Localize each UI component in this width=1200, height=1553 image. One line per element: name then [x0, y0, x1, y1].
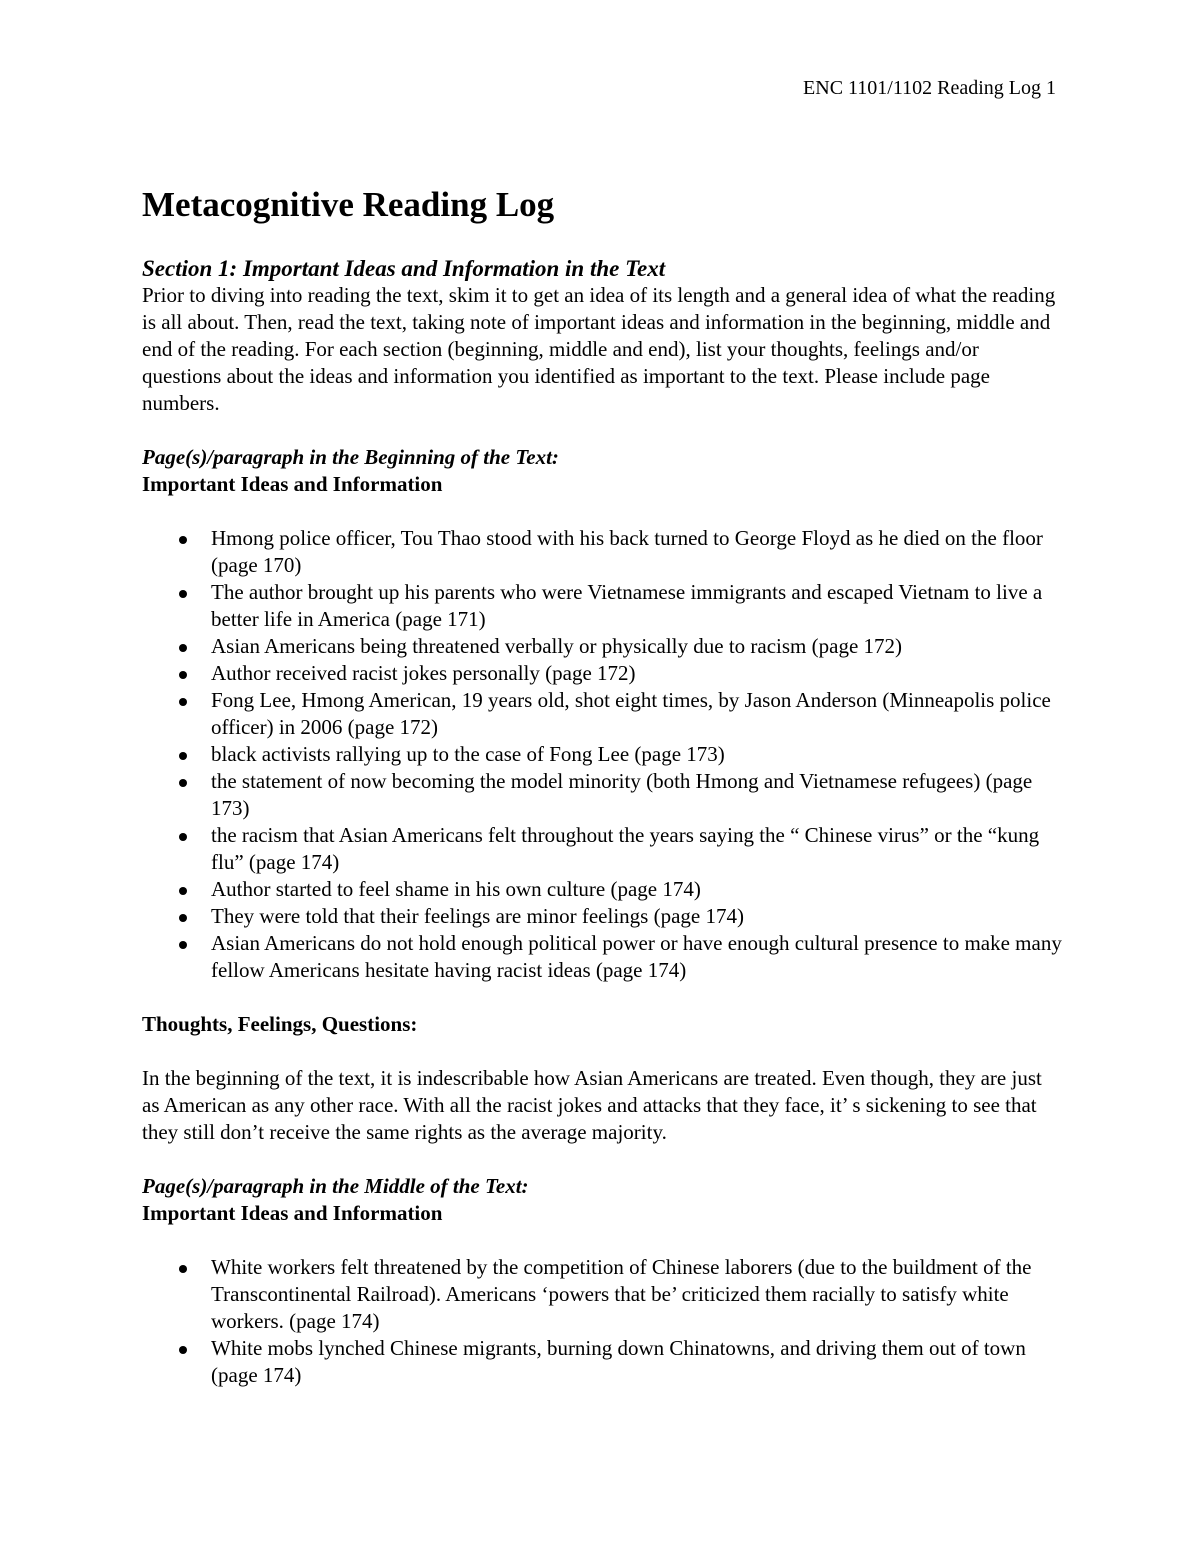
bullet-icon	[179, 644, 187, 652]
list-item	[142, 579, 1062, 633]
list-item	[142, 633, 1062, 660]
bullet-icon	[179, 1346, 187, 1354]
running-head: ENC 1101/1102 Reading Log 1	[803, 77, 1056, 99]
bullet-icon	[179, 887, 187, 895]
document-title: Metacognitive Reading Log	[142, 185, 555, 224]
list-item	[142, 687, 1062, 741]
bullet-icon	[179, 752, 187, 760]
middle-list	[142, 1254, 1062, 1389]
bullet-icon	[179, 698, 187, 706]
list-item	[142, 822, 1062, 876]
bullet-icon	[179, 779, 187, 787]
list-item-text: Hmong police officer, Tou Thao stood with his back turned to George Floyd as he died on the floor (page 170)	[211, 526, 1043, 577]
middle-heading: Page(s)/paragraph in the Middle of the Text:	[142, 1174, 529, 1198]
list-item-text: They were told that their feelings are minor feelings (page 174)	[211, 904, 744, 928]
list-item-text: Author received racist jokes personally (page 172)	[211, 661, 636, 685]
list-item	[142, 768, 1062, 822]
bullet-icon	[179, 671, 187, 679]
beginning-thoughts-body: In the beginning of the text, it is indescribable how Asian Americans are treated. Even though, they are just as American as any other race. With all the racist jokes and attacks that they face, it’ s sickening to see that they still don’t receive the same rights as the average majority.	[142, 1066, 1042, 1144]
section-1-instructions: Prior to diving into reading the text, skim it to get an idea of its length and a general idea of what the reading is all about. Then, read the text, taking note of important ideas and information in the beginning, middle and end of the reading. For each section (beginning, middle and end), list your thoughts, feelings and/or questions about the ideas and information you identified as important to the text. Please include page numbers.	[142, 283, 1056, 415]
list-item-text: Author started to feel shame in his own culture (page 174)	[211, 877, 701, 901]
list-item-text: Asian Americans being threatened verbally or physically due to racism (page 172)	[211, 634, 903, 658]
list-item-text: Asian Americans do not hold enough political power or have enough cultural presence to make many fellow Americans hesitate having racist ideas (page 174)	[211, 931, 1062, 982]
middle-subheading: Important Ideas and Information	[142, 1201, 443, 1225]
bullet-icon	[179, 590, 187, 598]
bullet-icon	[179, 941, 187, 949]
list-item	[142, 1254, 1062, 1335]
bullet-icon	[179, 536, 187, 544]
list-item	[142, 660, 1062, 687]
list-item	[142, 741, 1062, 768]
bullet-icon	[179, 833, 187, 841]
beginning-list	[142, 525, 1062, 984]
list-item-text: Fong Lee, Hmong American, 19 years old, shot eight times, by Jason Anderson (Minneapolis police officer) in 2006 (page 172)	[211, 688, 1051, 739]
beginning-thoughts-heading: Thoughts, Feelings, Questions:	[142, 1012, 418, 1036]
list-item-text: the racism that Asian Americans felt throughout the years saying the “ Chinese virus” or the “kung flu” (page 174)	[211, 823, 1040, 874]
list-item-text: the statement of now becoming the model minority (both Hmong and Vietnamese refugees) (page 173)	[211, 769, 1033, 820]
list-item	[142, 525, 1062, 579]
bullet-icon	[179, 914, 187, 922]
beginning-subheading: Important Ideas and Information	[142, 472, 443, 496]
list-item-text: White mobs lynched Chinese migrants, burning down Chinatowns, and driving them out of town (page 174)	[211, 1336, 1026, 1387]
beginning-heading: Page(s)/paragraph in the Beginning of the Text:	[142, 445, 559, 469]
list-item	[142, 876, 1062, 903]
list-item-text: black activists rallying up to the case of Fong Lee (page 173)	[211, 742, 725, 766]
list-item-text: White workers felt threatened by the competition of Chinese laborers (due to the buildment of the Transcontinental Railroad). Americans ‘powers that be’ criticized them racially to satisfy white workers. (page 174)	[211, 1255, 1032, 1333]
document-body	[142, 184, 1062, 1389]
list-item	[142, 930, 1062, 984]
list-item-text: The author brought up his parents who were Vietnamese immigrants and escaped Vietnam to live a better life in America (page 171)	[211, 580, 1043, 631]
bullet-icon	[179, 1265, 187, 1273]
list-item	[142, 903, 1062, 930]
list-item	[142, 1335, 1062, 1389]
section-1-title: Section 1: Important Ideas and Information in the Text	[142, 256, 666, 281]
